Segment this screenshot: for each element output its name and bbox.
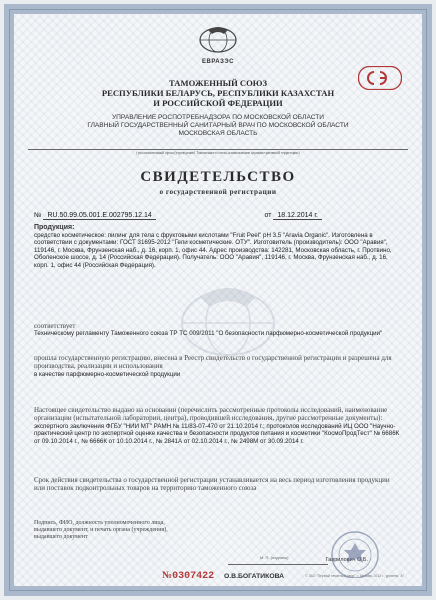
registration-section (34, 354, 402, 378)
header-line-3: И РОССИЙСКОЙ ФЕДЕРАЦИИ (153, 98, 283, 108)
usage-text: в качестве парфюмерно-косметической продукции (34, 370, 181, 378)
stamp-label: М. П. (подпись) (260, 555, 289, 560)
signature-line (228, 564, 328, 565)
authority-note: (уполномоченный орган (учреждение) Таможенного союза, наименование административной территории) (28, 149, 408, 155)
sign-text: Подпись, ФИО, должность уполномоченного лица, выдавшего документ, и печать органа (учреждения), выдавшего документ (34, 520, 168, 541)
header-line-2: РЕСПУБЛИКИ БЕЛАРУСЬ, РЕСПУБЛИКИ КАЗАХСТАН (101, 88, 335, 98)
form-serial-number (162, 570, 214, 578)
official-seal-icon (330, 530, 380, 578)
conform-text: Техническому регламенту Таможенного союза ТР ТС 009/2011 "О безопасности парфюмерно-косметической продукции" (34, 330, 383, 338)
basis-detail: экспертного заключения ФГБУ "НИИ МТ" РАМН № 11/83-07-470 от 21.10.2014 г.; протоколов исследований ИЦ ООО "Научно-практический центр по экспертной оценке качества и безопасности продуктов питания и косметики "КосмоПродТест" № 6686К от 09.10.2014 г., № 6666К от 10.10.2014 г., № 2841А от 02.10.2014 г., № 2498М от 30.09.2014 г. (34, 422, 400, 445)
basis-text: Настоящее свидетельство выдано на основании (перечислить рассмотренные протоколы исследований, наименование организации (испытательной лаборатории, центра), проводившей исследования, другие рассмотренные документы): (34, 406, 388, 423)
authority-line-3: МОСКОВСКАЯ ОБЛАСТЬ (178, 130, 258, 137)
authority-block (28, 114, 408, 138)
authority-line-2: ГЛАВНЫЙ ГОСУДАРСТВЕННЫЙ САНИТАРНЫЙ ВРАЧ ПО МОСКОВСКОЙ ОБЛАСТИ (87, 122, 349, 129)
conform-label: соответствует (34, 322, 76, 330)
document-subtitle: о государственной регистрации (159, 188, 277, 196)
basis-section (34, 406, 402, 446)
union-header (28, 78, 408, 108)
date-label: от (264, 212, 272, 219)
passed-text: прошла государственную регистрацию, внесена в Реестр свидетельств о государственной регистрации и разрешена для производства, реализации и использования (34, 354, 392, 371)
product-section (34, 224, 402, 270)
document-title: СВИДЕТЕЛЬСТВО (140, 169, 296, 185)
serial-prefix: № (162, 570, 173, 578)
date-value: 18.12.2014 г. (273, 212, 322, 220)
eurasec-logo (188, 24, 248, 64)
signee-name: Гаврилович О.Б. (325, 557, 368, 563)
certificate-body (28, 24, 408, 578)
product-text: средство косметическое: пилинг для тела с фруктовыми кислотами "Fruit Peel" pH 3.5 "Aravia Organic". Изготовлена в соответствии с документами: ГОСТ 31695-2012 "Гели косметические. ОТУ". Изготовитель (производитель): ООО "Аравия", 119146, г. Москва, Фрунзенская наб., д. 16, корп. 1, офис 44. Адрес производства: 142281, Московская область, г. Протвино, Оболенское шоссе, д. 14 (Российская Федерация). Получатель: ООО "Аравия", 119146, г. Москва, Фрунзенская наб., д. 16, корп. 1, офис 44 (Российская Федерация). (34, 231, 392, 269)
header-line-1: ТАМОЖЕННЫЙ СОЮЗ (168, 78, 268, 88)
serial-value: 0307422 (172, 571, 215, 578)
watermark-emblem-icon (178, 279, 278, 359)
authority-line-1: УПРАВЛЕНИЕ РОСПОТРЕБНАДЗОРА ПО МОСКОВСКОЙ ОБЛАСТИ (111, 114, 325, 121)
certificate-number (34, 212, 156, 219)
certificate-date (264, 212, 322, 219)
certificate-sheet (4, 4, 432, 596)
printer-signature: О.В.БОГАТИКОВА (224, 573, 285, 578)
number-label: № (34, 212, 42, 219)
number-value: RU.50.99.05.001.E.002795.12.14 (43, 212, 155, 220)
validity-section (34, 476, 402, 493)
globe-emblem-icon (198, 24, 238, 54)
printer-footer: © ЗАО "Первый печатный двор", г. Москва, 2012 г., уровень "А" (305, 574, 404, 578)
logo-text: ЕВРАЗЭС (201, 59, 234, 65)
conformity-section (34, 322, 402, 338)
validity-text: Срок действия свидетельства о государственной регистрации устанавливается на весь период изготовления продукции или поставок подконтрольных товаров на территорию таможенного союза (34, 476, 390, 493)
product-label: Продукция: (34, 224, 75, 231)
